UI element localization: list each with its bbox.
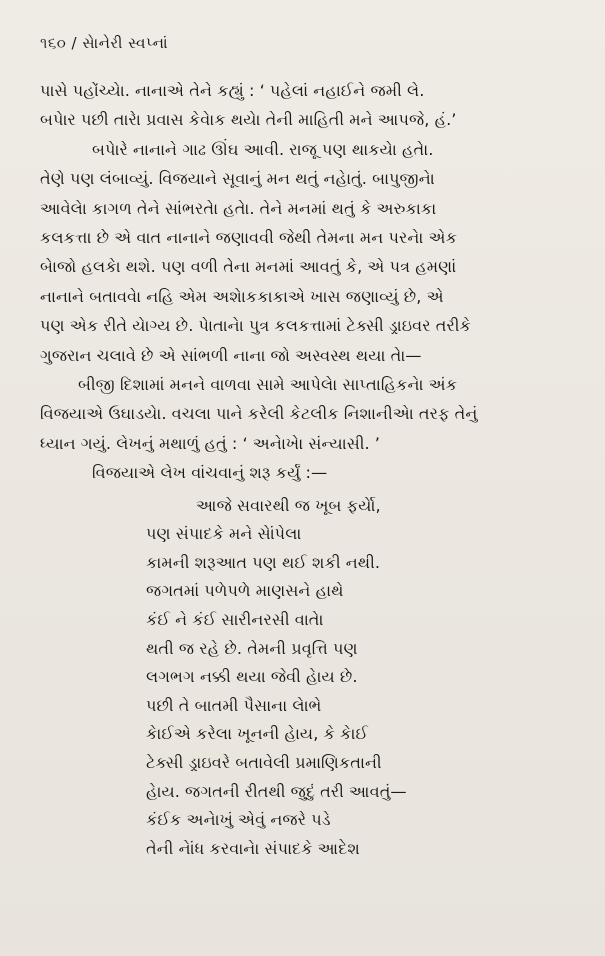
verse-line: આજે સવારથી જ ખૂબ ફર્યેા, xyxy=(196,495,381,515)
verse-line: જગતમાં પળેપળે માણસને હાથે xyxy=(146,581,344,601)
quoted-verse xyxy=(40,492,561,864)
text-line: પાસે પહોંચ્યેા. નાનાએ તેને કહ્યું : ‘ પહેલાં નહાઈને જમી લે. xyxy=(40,81,425,100)
text-line: ગુજરાન ચલાવે છે એ સાંભળી નાના જો અસ્વસ્થ થયા તેા— xyxy=(40,345,422,365)
text-line: વિજયાએ લેખ વાંચવાનું શરૂ કર્યું :— xyxy=(92,463,328,483)
text-line: તેણે પણ લંબાવ્યું. વિજયાને સૂવાનું મન થતું નહેાતું. બાપુજીનેા xyxy=(40,169,435,189)
prose-body xyxy=(40,76,561,488)
verse-line: કંઈક અનેાખું એવું નજરે પડે xyxy=(146,810,331,830)
verse-line: પછી તે બાતમી પૈસાના લેાભે xyxy=(146,695,322,715)
text-line: નાનાને બતાવવેા નહિ એમ અશેાકકાકાએ ખાસ જણાવ્યું છે, એ xyxy=(40,286,444,306)
text-line: બેાજો હલકેા થશે. પણ વળી તેના મનમાં આવતું કે, એ પત્ર હમણાં xyxy=(40,257,457,277)
text-line: કલકત્તા છે એ વાત નાનાને જણાવવી જેથી તેમના મન પરનેા એક xyxy=(40,228,457,248)
verse-line: કેાઈએ કરેલા ખૂનની હેાય, કે કેાઈ xyxy=(146,724,368,744)
text-line: આવેલેા કાગળ તેને સાંભરતેા હતેા. તેને મનમાં થતું કે અરુકાકા xyxy=(40,198,437,218)
text-line: બપેાર પછી તારેા પ્રવાસ કેવેાક થયેા તેની માહિતી મને આપજે, હં.’ xyxy=(40,110,457,130)
text-line: બીજી દિશામાં મનને વાળવા સામે આપેલેા સાપ્તાહિકનેા અંક xyxy=(78,375,458,395)
text-line: ધ્યાન ગયું. લેખનું મથાળું હતું : ‘ અનેાખેા સંન્યાસી. ’ xyxy=(40,433,380,453)
verse-line: ટેક્સી ડ્રાઇવરે બતાવેલી પ્રમાણિકતાની xyxy=(146,753,382,773)
verse-line: પણ સંપાદકે મને સેાંપેલા xyxy=(146,524,302,544)
text-line: વિજયાએ ઉઘાડયેા. વચલા પાને કરેલી કેટલીક નિશાનીએા તરફ તેનું xyxy=(40,404,478,424)
verse-line: થતી જ રહે છે. તેમની પ્રવૃત્તિ પણ xyxy=(146,638,358,658)
verse-line: હેાય. જગતની રીતથી જુદું તરી આવતું— xyxy=(146,781,407,801)
verse-line: કામની શરૂઆત પણ થઈ શકી નથી. xyxy=(146,552,380,572)
verse-line: લગભગ નક્કી થયા જેવી હેાય છે. xyxy=(146,667,358,687)
text-line: પણ એક રીતે યેાગ્ય છે. પેાતાનેા પુત્ર કલકત્તામાં ટેક્સી ડ્રાઇવર તરીકે xyxy=(40,316,471,336)
text-line: બપેારે નાનાને ગાઢ ઊંઘ આવી. રાજૂ પણ થાકયેા હતેા. xyxy=(92,139,434,159)
verse-line: તેની નેાંધ કરવાનેા સંપાદકે આદેશ xyxy=(146,838,360,858)
verse-line: કંઈ ને કંઈ સારીનરસી વાતેા xyxy=(146,610,324,630)
page-header: ૧૬૦ / સેાનેરી સ્વપ્નાં xyxy=(40,34,169,52)
